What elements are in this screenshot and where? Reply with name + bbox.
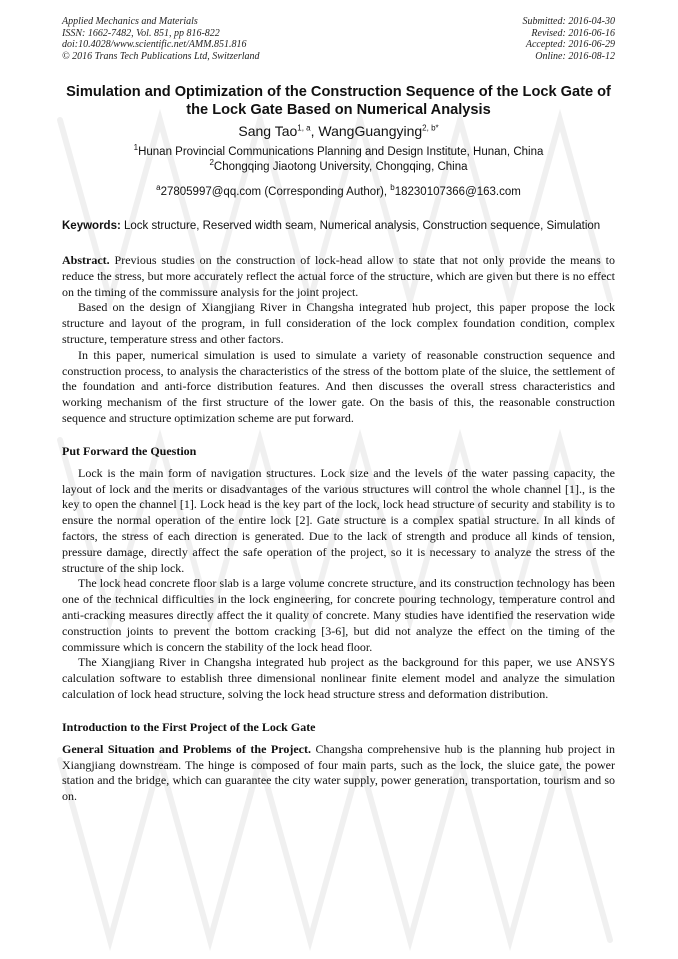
paper-page <box>62 16 615 805</box>
date-submitted: Submitted: 2016-04-30 <box>522 16 615 27</box>
journal-header <box>62 16 615 66</box>
journal-issn: ISSN: 1662-7482, Vol. 851, pp 816-822 <box>62 27 220 39</box>
section-1-body <box>62 466 615 703</box>
section-1-paragraph-1: Lock is the main form of navigation structures. Lock size and the levels of the water passing capacity, the layout of lock and the merits or disadvantages of the various structures will control the whole channel [1]., is the key to open the channel [1]. Lock head is the key part of the lock, lock head structure of security and stability is to ensure the normal operation of the entire lock [2]. Gate structure is a complex spatial structure. In all kinds of factors, the stress of each direction is generated. Due to the lack of strength and produce all kinds of tension, pressure damage, directly affect the safe operation of the project, so it is necessary to analyze the stress of the structure of the ship lock. <box>62 465 615 575</box>
email-a: 27805997@qq.com (Corresponding Author), <box>160 186 391 198</box>
keywords-label: Keywords: <box>62 220 121 232</box>
author-2-name: WangGuangying <box>318 123 423 139</box>
date-accepted: Accepted: 2016-06-29 <box>525 39 615 50</box>
affiliations <box>62 145 615 175</box>
author-list <box>62 122 615 140</box>
affiliation-1 <box>62 145 615 160</box>
section-2-paragraph-1 <box>62 742 615 805</box>
email-b: 18230107366@163.com <box>394 186 521 198</box>
paper-title: Simulation and Optimization of the Construction Sequence of the Lock Gate of the Lock Gate Based on Numerical Analysis <box>66 84 611 118</box>
keywords <box>62 219 615 234</box>
abstract-label: Abstract. <box>62 253 110 267</box>
section-1-paragraph-3: The Xiangjiang River in Changsha integrated hub project as the background for this paper, we use ANSYS calculation software to establish three dimensional nonlinear finite element model and analyze the simulation calculation of lock head structure, solving the lock head structure stress and deformation distribution. <box>62 655 615 701</box>
date-online: Online: 2016-08-12 <box>535 50 615 62</box>
abstract-paragraph-1 <box>62 253 615 300</box>
abstract <box>62 253 615 427</box>
author-2-sup: 2, b* <box>422 123 439 133</box>
email-b-sup: b <box>390 183 395 193</box>
journal-doi: doi:10.4028/www.scientific.net/AMM.851.816 <box>62 39 247 50</box>
email-a-sup: a <box>156 183 161 193</box>
journal-name: Applied Mechanics and Materials <box>62 16 198 27</box>
date-revised: Revised: 2016-06-16 <box>531 27 615 39</box>
affiliation-2 <box>62 160 615 175</box>
author-1-name: Sang Tao <box>238 123 298 139</box>
author-1-sup: 1, a <box>297 123 311 133</box>
author-emails <box>62 185 615 200</box>
abstract-paragraph-3: In this paper, numerical simulation is used to simulate a variety of reasonable construction sequence and construction process, to analysis the characteristics of the stress of the bottom plate of the sluice, the settlement of the foundation and anti-force distribution features. And then discusses the overall stress characteristics and working mechanism of the first structure of the lower gate. On the basis of this, the reasonable construction sequence and structure optimization scheme are put forward. <box>62 347 615 425</box>
journal-info <box>62 16 260 62</box>
affiliation-2-sup: 2 <box>209 158 214 168</box>
section-2-body <box>62 742 615 805</box>
abstract-text-1: Previous studies on the construction of lock-head allow to state that not only provide the means to reduce the stress, but more accurately reflect the actual force of the structure, which are given but there is no effect on the timing of the commissure analysis for the joint project. <box>62 253 616 299</box>
section-heading-1: Put Forward the Question <box>62 443 197 458</box>
keywords-text: Lock structure, Reserved width seam, Numerical analysis, Construction sequence, Simulation <box>124 220 601 232</box>
affiliation-2-text: Chongqing Jiaotong University, Chongqing, China <box>213 161 468 173</box>
section-heading-2: Introduction to the First Project of the Lock Gate <box>62 719 316 734</box>
author-separator: , <box>310 123 319 139</box>
journal-copyright: © 2016 Trans Tech Publications Ltd, Switzerland <box>62 50 260 62</box>
affiliation-1-text: Hunan Provincial Communications Planning and Design Institute, Hunan, China <box>138 146 544 158</box>
affiliation-1-sup: 1 <box>133 143 139 153</box>
section-1-paragraph-2: The lock head concrete floor slab is a large volume concrete structure, and its construction technology has been one of the technical difficulties in the lock engineering, for concrete pouring technology, temperature control and anti-cracking measures directly affect the it quality of concrete. Many studies have identified the reservation wide construction joints to prevent the bottom cracking [3-6], but did not analyze the effect on the timing of the commissure which is concern the stability of the lock head floor. <box>62 576 615 654</box>
subsection-heading: General Situation and Problems of the Project. <box>62 741 312 756</box>
publication-dates <box>523 16 616 62</box>
section-2-text-1: Changsha comprehensive hub is the planning hub project in Xiangjiang downstream. The hinge is composed of four main parts, such as the lock, the sluice gate, the power station and the bridge, which can guarantee the city water supply, power generation, transportation, tourism and so on. <box>62 741 616 804</box>
abstract-paragraph-2: Based on the design of Xiangjiang River in Changsha integrated hub project, this paper propose the lock structure and layout of the program, in full consideration of the lock complex foundation condition, complex structure, temperature stress and other factors. <box>62 300 615 346</box>
